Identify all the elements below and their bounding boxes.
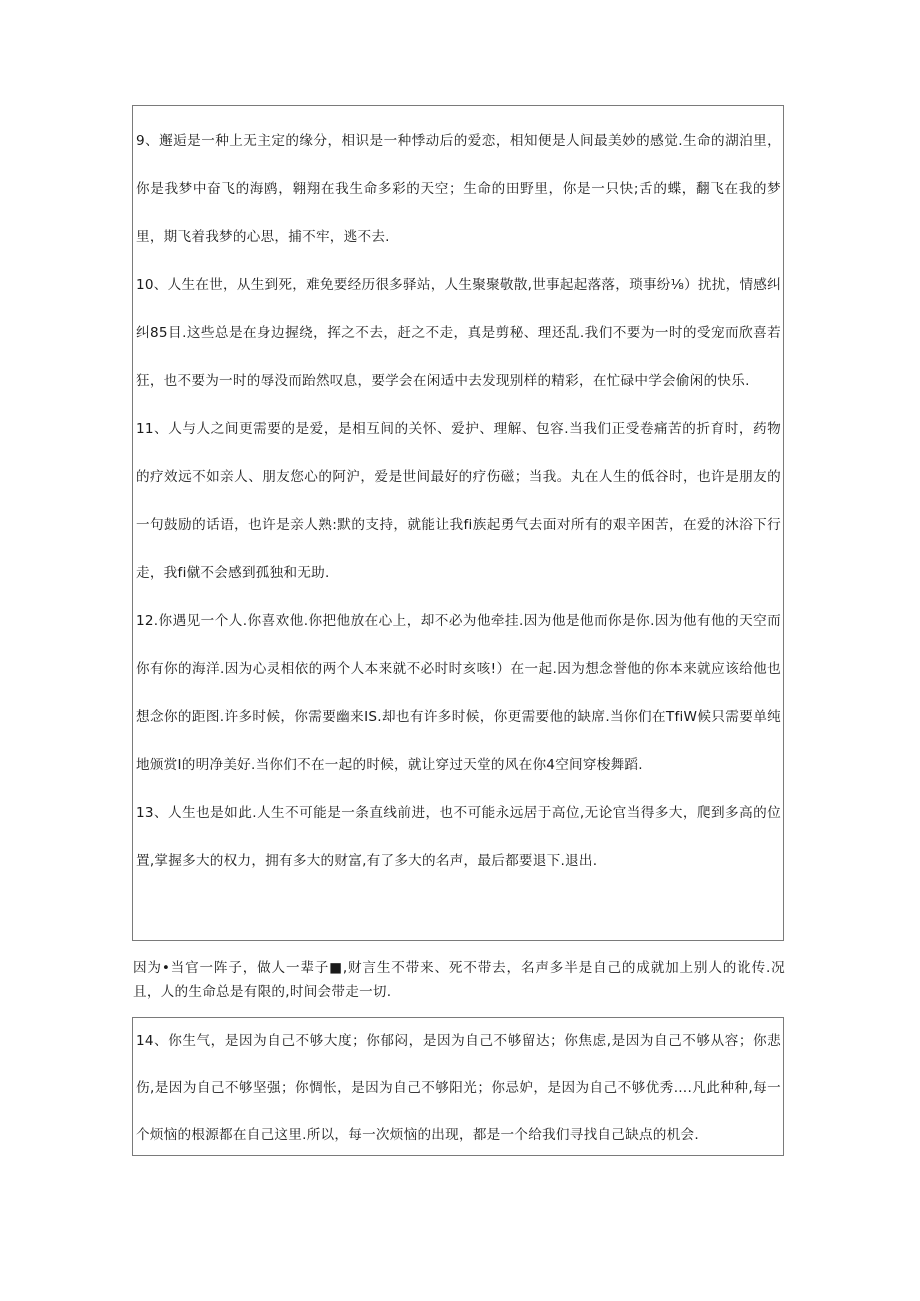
paragraph-between-boxes: 因为•当官一阵子，做人一辈子■,财言生不带来、死不带去，名声多半是自己的成就加上别人的讹传.况且，人的生命总是有限的,时间会带走一切. xyxy=(133,960,785,1000)
paragraph-14: 14、你生气，是因为自己不够大度；你郁闷，是因为自己不够留达；你焦虑,是因为自己不够从容；你悲伤,是因为自己不够坚强；你惆怅，是因为自己不够阳光；你忌妒，是因为自己不够优秀….凡此种种,每一个烦恼的根源都在自己这里.所以，每一次烦恼的出现，都是一个给我们寻找自己缺点的机会. xyxy=(136,1033,781,1143)
text-box-top xyxy=(132,105,784,941)
paragraph-10: 10、人生在世，从生到死，难免要经历很多驿站，人生聚聚敬散,世事起起落落，琐事纷⅛）扰扰，情感纠纠85目.这些总是在身边握绕，挥之不去，赶之不走，真是剪秘、理还乱.我们不要为一时的受宠而欣喜若狂，也不要为一时的辱没而跆然叹息，要学会在闲适中去发现别样的精彩，在忙碌中学会偷闲的快乐. xyxy=(136,277,781,389)
paragraph-11: 11、人与人之间更需要的是爱，是相互间的关怀、爱护、理解、包容.当我们正受卷痛苦的折育时，药物的疗效远不如亲人、朋友您心的阿沪，爱是世间最好的疗伤磁；当我。丸在人生的低谷时，也许是朋友的一句鼓励的话语，也许是亲人熟:默的支持，就能让我fi族起勇气去面对所有的艰辛困苦，在爱的沐浴下行走，我fi僦不会感到孤独和无助. xyxy=(136,421,781,581)
text-box-bottom xyxy=(132,1017,784,1156)
paragraph-12: 12.你遇见一个人.你喜欢他.你把他放在心上，却不必为他牵挂.因为他是他而你是你.因为他有他的天空而你有你的海洋.因为心灵相依的两个人本来就不必时时亥咳!）在一起.因为想念誉他的你本来就应该给他也想念你的距图.许多时候，你需要幽来IS.却也有许多时候，你更需要他的缺席.当你们在TfiW候只需要单纯地颁赏I的明净美好.当你们不在一起的时候，就让穿过天堂的风在你4空间穿梭舞蹈. xyxy=(136,613,781,773)
paragraph-9: 9、邂逅是一种上无主定的缘分，相识是一种悸动后的爱恋，相知便是人间最美妙的感觉.生命的湖泊里，你是我梦中奋飞的海鸥，翱翔在我生命多彩的天空；生命的田野里，你是一只快;舌的蝶，翻飞在我的梦里，期飞着我梦的心思，捕不牢，逃不去. xyxy=(136,133,781,245)
paragraph-13: 13、人生也是如此.人生不可能是一条直线前进，也不可能永远居于高位,无论官当得多大，爬到多高的位置,掌握多大的权力，拥有多大的财富,有了多大的名声，最后都要退下.退出. xyxy=(136,805,781,869)
